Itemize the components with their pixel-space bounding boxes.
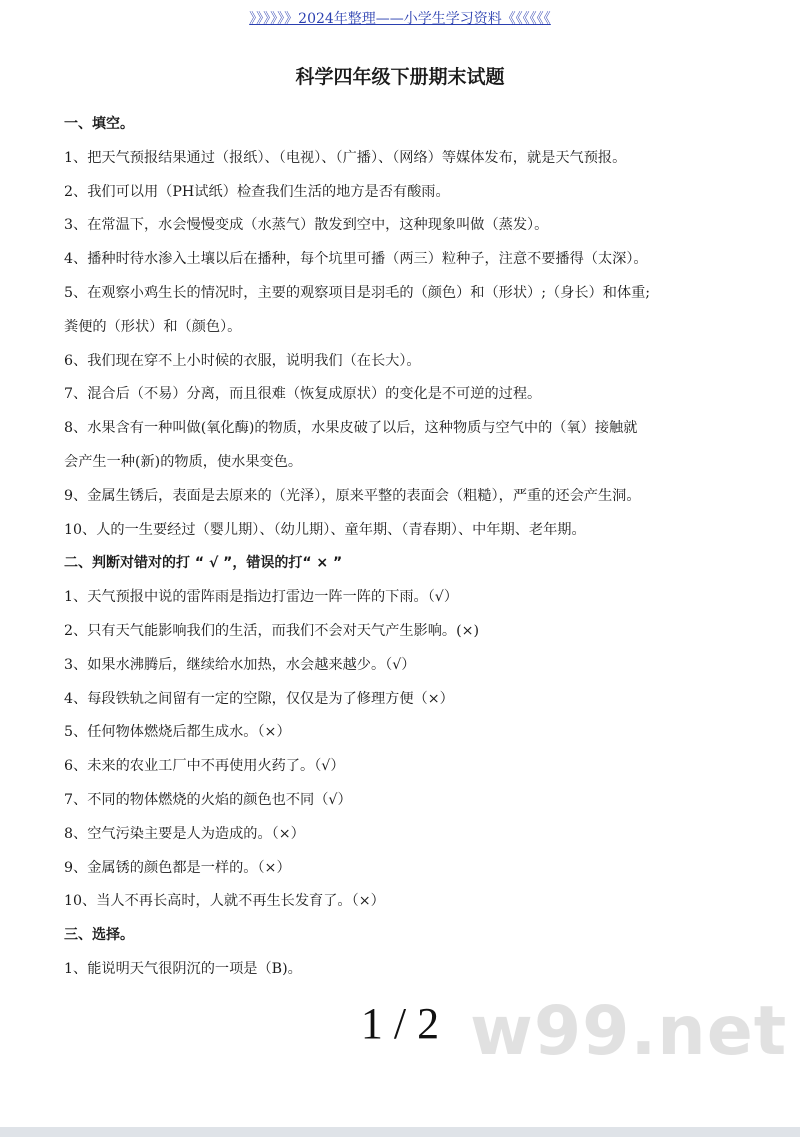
page-bottom-edge: [0, 1127, 800, 1137]
question-line: 会产生一种(新)的物质，使水果变色。: [64, 453, 303, 470]
question-line: 6、未来的农业工厂中不再使用火药了。（√）: [64, 758, 345, 775]
question-line: 2、我们可以用（PH试纸）检查我们生活的地方是否有酸雨。: [64, 183, 450, 200]
section-heading-true-false: 二、判断对错对的打 “ √ ”，错误的打“ × ”: [64, 555, 343, 572]
page-title: 科学四年级下册期末试题: [295, 66, 505, 88]
question-line: 粪便的（形状）和（颜色）。: [64, 318, 242, 335]
question-line: 10、人的一生要经过（婴儿期）、（幼儿期）、童年期、（青春期）、中年期、老年期。: [64, 521, 586, 538]
question-line: 7、混合后（不易）分离，而且很难（恢复成原状）的变化是不可逆的过程。: [64, 386, 542, 403]
question-line: 5、在观察小鸡生长的情况时，主要的观察项目是羽毛的（颜色）和（形状）;（身长）和体重;: [64, 284, 651, 301]
question-line: 1、把天气预报结果通过（报纸）、（电视）、（广播）、（网络）等媒体发布，就是天气预报。: [64, 149, 627, 166]
section-heading-multiple-choice: 三、选择。: [64, 927, 134, 944]
question-line: 4、播种时待水渗入土壤以后在播种，每个坑里可播（两三）粒种子，注意不要播得（太深）。: [64, 251, 648, 268]
question-line: 1、能说明天气很阴沉的一项是（B)。: [64, 960, 302, 977]
question-line: 3、在常温下，水会慢慢变成（水蒸气）散发到空中，这种现象叫做（蒸发）。: [64, 217, 549, 234]
question-line: 7、不同的物体燃烧的火焰的颜色也不同（√）: [64, 791, 352, 808]
question-line: 9、金属生锈后，表面是去原来的（光泽），原来平整的表面会（粗糙），严重的还会产生洞。: [64, 487, 641, 504]
question-line: 8、空气污染主要是人为造成的。（×）: [64, 825, 305, 842]
question-line: 3、如果水沸腾后，继续给水加热，水会越来越少。（√）: [64, 656, 416, 673]
question-line: 6、我们现在穿不上小时候的衣服，说明我们（在长大）。: [64, 352, 421, 369]
site-watermark: w99.net: [470, 992, 788, 1071]
document-body: [64, 108, 740, 987]
question-line: 5、任何物体燃烧后都生成水。（×）: [64, 724, 291, 741]
question-line: 4、每段铁轨之间留有一定的空隙，仅仅是为了修理方便（×）: [64, 690, 454, 707]
question-line: 1、天气预报中说的雷阵雨是指边打雷边一阵一阵的下雨。（√）: [64, 589, 459, 606]
question-line: 10、当人不再长高时，人就不再生长发育了。（×）: [64, 893, 385, 910]
question-line: 2、只有天气能影响我们的生活，而我们不会对天气产生影响。(×): [64, 622, 480, 639]
section-heading-fill-in: 一、填空。: [64, 116, 134, 132]
header-banner-link[interactable]: 》》》》》》2024年整理——小学生学习资料《《《《《《: [249, 11, 551, 27]
page-number: 1 / 2: [360, 999, 440, 1048]
question-line: 8、水果含有一种叫做(氧化酶)的物质，水果皮破了以后，这种物质与空气中的（氧）接触就: [64, 420, 638, 437]
question-line: 9、金属锈的颜色都是一样的。（×）: [64, 859, 291, 876]
